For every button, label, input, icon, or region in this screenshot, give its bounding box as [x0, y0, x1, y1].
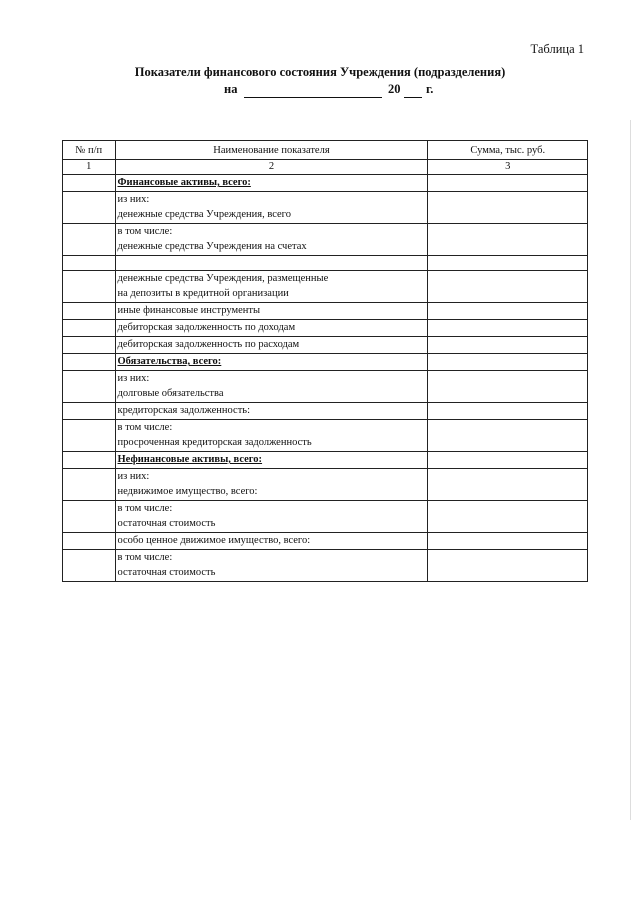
- indicator-name-cell: [115, 354, 428, 371]
- indicator-name-cell: [115, 533, 428, 550]
- table-row: [63, 354, 588, 371]
- row-number-cell[interactable]: [63, 271, 116, 303]
- sum-cell[interactable]: [428, 354, 588, 371]
- column-number-row: [63, 160, 588, 175]
- row-number-cell[interactable]: [63, 337, 116, 354]
- indicator-line: Финансовые активы, всего:: [117, 177, 251, 188]
- subtitle-suffix: г.: [426, 82, 434, 96]
- indicator-line: долговые обязательства: [117, 388, 224, 399]
- row-number-cell[interactable]: [63, 192, 116, 224]
- indicator-line: дебиторская задолженность по доходам: [117, 322, 296, 333]
- indicator-name-cell: [115, 175, 428, 192]
- table-row: [63, 403, 588, 420]
- sum-cell[interactable]: [428, 550, 588, 582]
- indicator-line: денежные средства Учреждения, всего: [117, 209, 291, 220]
- indicator-line: из них:: [117, 194, 150, 205]
- indicator-line: Обязательства, всего:: [117, 356, 222, 367]
- indicator-line: иные финансовые инструменты: [117, 305, 261, 316]
- indicator-line: в том числе:: [117, 552, 173, 563]
- indicator-name-cell: [115, 337, 428, 354]
- indicator-name-cell: [115, 371, 428, 403]
- table-row: [63, 420, 588, 452]
- indicator-line: недвижимое имущество, всего:: [117, 486, 258, 497]
- header-number: № п/п: [63, 141, 116, 160]
- indicator-line: в том числе:: [117, 422, 173, 433]
- row-number-cell[interactable]: [63, 371, 116, 403]
- sum-cell[interactable]: [428, 175, 588, 192]
- sum-cell[interactable]: [428, 192, 588, 224]
- indicator-name-cell: [115, 403, 428, 420]
- indicator-name-cell: [115, 420, 428, 452]
- indicator-line: на депозиты в кредитной организации: [117, 288, 289, 299]
- row-number-cell[interactable]: [63, 224, 116, 256]
- indicator-line: денежные средства Учреждения, размещенные: [117, 273, 329, 284]
- row-number-cell[interactable]: [63, 403, 116, 420]
- indicator-line: просроченная кредиторская задолженность: [117, 437, 312, 448]
- indicator-line: остаточная стоимость: [117, 518, 216, 529]
- indicator-name-cell: [115, 469, 428, 501]
- row-number-cell[interactable]: [63, 469, 116, 501]
- row-number-cell[interactable]: [63, 550, 116, 582]
- indicator-line: кредиторская задолженность:: [117, 405, 250, 416]
- indicator-line: в том числе:: [117, 503, 173, 514]
- table-row: [63, 320, 588, 337]
- header-row: [63, 141, 588, 160]
- sum-cell[interactable]: [428, 533, 588, 550]
- column-number: 2: [115, 160, 428, 175]
- sum-cell[interactable]: [428, 256, 588, 271]
- table-row: [63, 224, 588, 256]
- indicator-line: Нефинансовые активы, всего:: [117, 454, 263, 465]
- sum-cell[interactable]: [428, 371, 588, 403]
- sum-cell[interactable]: [428, 420, 588, 452]
- sum-cell[interactable]: [428, 271, 588, 303]
- sum-cell[interactable]: [428, 501, 588, 533]
- table-row: [63, 337, 588, 354]
- table-row: [63, 533, 588, 550]
- year-blank-line: [404, 97, 422, 98]
- row-number-cell[interactable]: [63, 175, 116, 192]
- table-row: [63, 469, 588, 501]
- indicator-name-cell: [115, 550, 428, 582]
- sum-cell[interactable]: [428, 224, 588, 256]
- header-sum: Сумма, тыс. руб.: [428, 141, 588, 160]
- indicator-line: денежные средства Учреждения на счетах: [117, 241, 307, 252]
- indicator-line: остаточная стоимость: [117, 567, 216, 578]
- column-number: 1: [63, 160, 116, 175]
- table-row: [63, 271, 588, 303]
- sum-cell[interactable]: [428, 337, 588, 354]
- indicator-line: особо ценное движимое имущество, всего:: [117, 535, 311, 546]
- row-number-cell[interactable]: [63, 320, 116, 337]
- indicator-line: в том числе:: [117, 226, 173, 237]
- indicator-name-cell: [115, 303, 428, 320]
- table-row: [63, 192, 588, 224]
- table-row: [63, 256, 588, 271]
- row-number-cell[interactable]: [63, 256, 116, 271]
- table-row: [63, 550, 588, 582]
- row-number-cell[interactable]: [63, 354, 116, 371]
- indicator-name-cell: [115, 256, 428, 271]
- table-number-label: Таблица 1: [530, 42, 584, 56]
- date-blank-line: [244, 97, 382, 98]
- financial-indicators-table: [62, 140, 588, 582]
- sum-cell[interactable]: [428, 303, 588, 320]
- indicator-name-cell: [115, 271, 428, 303]
- row-number-cell[interactable]: [63, 501, 116, 533]
- row-number-cell[interactable]: [63, 533, 116, 550]
- indicator-name-cell: [115, 224, 428, 256]
- row-number-cell[interactable]: [63, 452, 116, 469]
- column-number: 3: [428, 160, 588, 175]
- table-row: [63, 175, 588, 192]
- sum-cell[interactable]: [428, 403, 588, 420]
- table-row: [63, 371, 588, 403]
- table-row: [63, 303, 588, 320]
- row-number-cell[interactable]: [63, 420, 116, 452]
- indicator-name-cell: [115, 192, 428, 224]
- indicator-line: из них:: [117, 373, 150, 384]
- sum-cell[interactable]: [428, 469, 588, 501]
- indicator-name-cell: [115, 501, 428, 533]
- table-row: [63, 452, 588, 469]
- table-row: [63, 501, 588, 533]
- sum-cell[interactable]: [428, 452, 588, 469]
- indicator-line: дебиторская задолженность по расходам: [117, 339, 300, 350]
- row-number-cell[interactable]: [63, 303, 116, 320]
- subtitle-prefix: на: [224, 82, 238, 96]
- subtitle-year: 20: [388, 82, 401, 96]
- document-title: Показатели финансового состояния Учреждения (подразделения): [134, 65, 506, 79]
- scan-edge-line: [630, 120, 631, 820]
- indicator-line: из них:: [117, 471, 150, 482]
- sum-cell[interactable]: [428, 320, 588, 337]
- indicator-name-cell: [115, 452, 428, 469]
- header-indicator-name: Наименование показателя: [115, 141, 428, 160]
- indicator-name-cell: [115, 320, 428, 337]
